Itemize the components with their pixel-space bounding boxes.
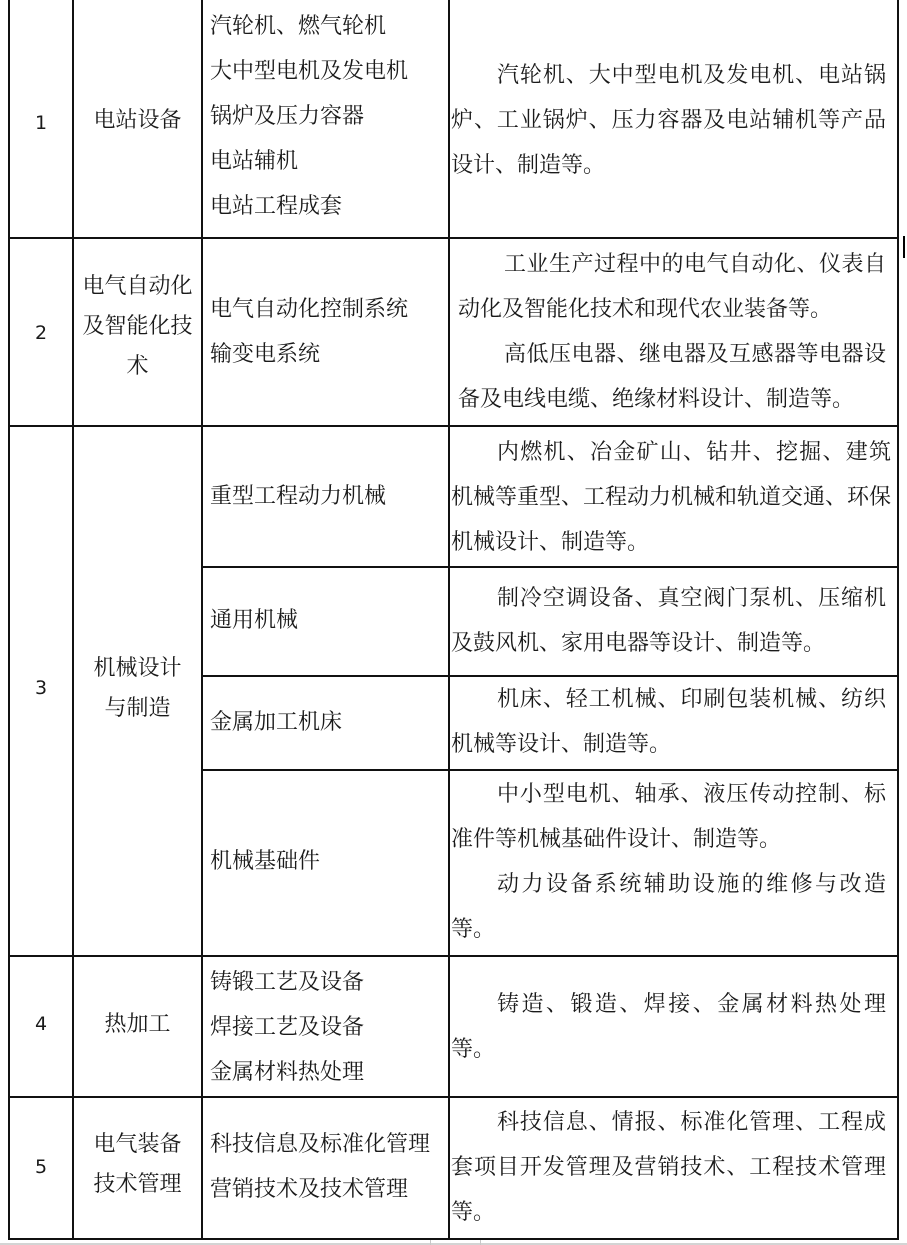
row-divider-2-3: [8, 425, 899, 427]
table-row-2-description: 工业生产过程中的电气自动化、仪表自动化及智能化技术和现代农业装备等。 高低压电器、继电器及互感器等电器设备及电线电缆、绝缘材料设计、制造等。: [458, 252, 886, 412]
row-divider-4-5: [8, 1096, 899, 1098]
row-divider-3-4: [8, 955, 899, 957]
table-row-5-description: 科技信息、情报、标准化管理、工程成套项目开发管理及营销技术、工程技术管理等。: [451, 1110, 886, 1225]
table-row-1-description: 汽轮机、大中型电机及发电机、电站锅炉、工业锅炉、压力容器及电站辅机等产品设计、制造等。: [451, 63, 886, 178]
table-row-3b-description: 制冷空调设备、真空阀门泵机、压缩机及鼓风机、家用电器等设计、制造等。: [451, 586, 886, 656]
text-cursor: [903, 236, 905, 258]
table-row-5-number: 5: [34, 1156, 48, 1178]
table-border-right: [897, 0, 899, 1240]
table-divider-category: [201, 0, 203, 1240]
table-row-2-number: 2: [34, 322, 48, 344]
page-edge-tick: [480, 1240, 481, 1245]
table-row-1-number: 1: [34, 112, 48, 134]
table-row-1-category: 电站设备: [93, 108, 182, 133]
table-border-left: [8, 0, 10, 1240]
row-divider-1-2: [8, 237, 899, 239]
table-row-4-category: 热加工: [104, 1012, 171, 1037]
table-row-3d-sub-item: 机械基础件: [210, 849, 321, 874]
page-edge-tick: [430, 1240, 431, 1245]
table-row-3-number: 3: [34, 677, 48, 699]
subrow-divider-3c: [201, 769, 899, 771]
table-row-3d-description: 中小型电机、轴承、液压传动控制、标准件等机械基础件设计、制造等。 动力设备系统辅助设施的维修与改造等。: [451, 782, 886, 942]
table-row-5-category: 电气装备 技术管理: [93, 1132, 182, 1197]
table-row-4-sub-items: 铸锻工艺及设备 焊接工艺及设备 金属材料热处理: [210, 970, 365, 1085]
table-divider-sub: [448, 0, 450, 1240]
table-row-4-description: 铸造、锻造、焊接、金属材料热处理等。: [451, 992, 886, 1062]
table-row-3c-sub-item: 金属加工机床: [210, 710, 343, 735]
table-divider-num: [72, 0, 74, 1240]
table-row-2-sub-items: 电气自动化控制系统 输变电系统: [210, 297, 409, 367]
table-row-3c-description: 机床、轻工机械、印刷包装机械、纺织机械等设计、制造等。: [451, 687, 886, 757]
table-row-5-sub-items: 科技信息及标准化管理 营销技术及技术管理: [210, 1132, 431, 1202]
table-row-3a-description: 内燃机、冶金矿山、钻井、挖掘、建筑机械等重型、工程动力机械和轨道交通、环保机械设计、制造等。: [451, 440, 892, 555]
table-row-2-category: 电气自动化 及智能化技 术: [82, 274, 193, 379]
table-row-3-category: 机械设计 与制造: [93, 656, 182, 721]
table-row-1-sub-items: 汽轮机、燃气轮机 大中型电机及发电机 锅炉及压力容器 电站辅机 电站工程成套: [210, 14, 409, 219]
table-row-3b-sub-item: 通用机械: [210, 608, 299, 633]
table-row-3a-sub-item: 重型工程动力机械: [210, 484, 387, 509]
table-border-bottom: [8, 1238, 899, 1240]
subrow-divider-3a: [201, 566, 899, 568]
table-row-4-number: 4: [34, 1013, 48, 1035]
